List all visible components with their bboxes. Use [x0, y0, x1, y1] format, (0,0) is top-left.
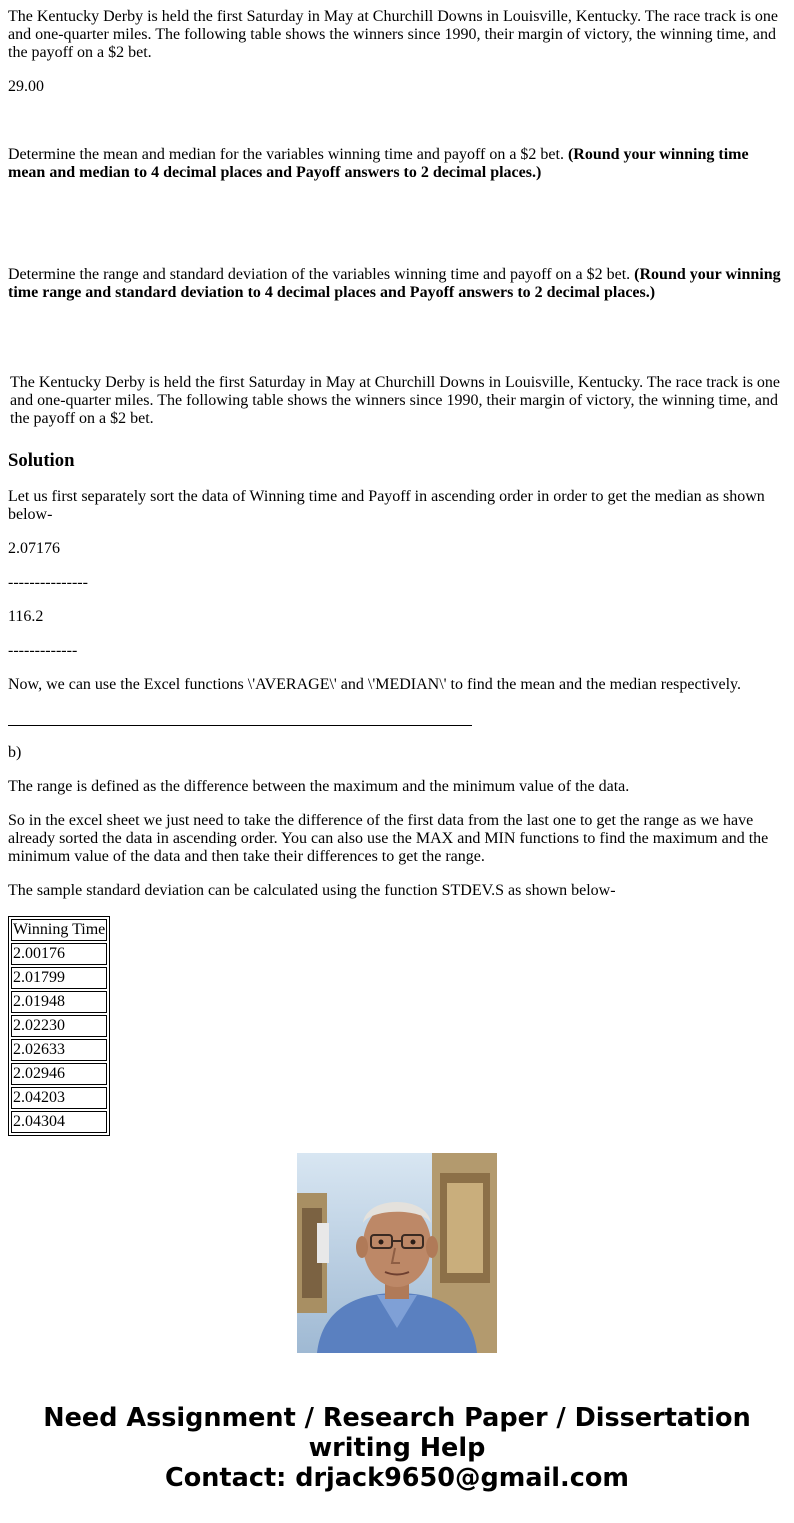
part-a-question — [8, 146, 784, 182]
range-definition: The range is defined as the difference between the maximum and the minimum value of the data. — [8, 778, 630, 795]
part-b-question — [8, 266, 784, 302]
part-b-label: b) — [8, 744, 22, 761]
promo-banner — [0, 1403, 794, 1493]
winning-time-median-value: 2.07176 — [8, 540, 60, 557]
part-a-text: Determine the mean and median for the variables winning time and payoff on a $2 bet. — [8, 146, 568, 163]
table-header-cell: Winning Time — [11, 919, 107, 941]
dash-separator: ------------- — [8, 642, 78, 659]
part-a-rounding-note: (Round your winning time mean and median to 4 decimal places and Payoff answers to 2 decimal places.) — [8, 146, 749, 181]
stdev-explanation: The sample standard deviation can be calculated using the function STDEV.S as shown below- — [8, 882, 616, 899]
table-cell: 2.01948 — [11, 991, 107, 1013]
question-intro: The Kentucky Derby is held the first Saturday in May at Churchill Downs in Louisville, Kentucky. The race track is one and one-quarter miles. The following table shows the winners since 1990, their margin of victory, the winning time, and the payoff on a $2 bet. — [8, 8, 779, 61]
table-header-row — [11, 919, 107, 941]
promo-line-2: writing Help — [308, 1433, 486, 1463]
portrait-illustration — [297, 1153, 497, 1353]
dash-separator: --------------- — [8, 574, 88, 591]
payoff-median-value: 116.2 — [8, 608, 44, 625]
document-body — [8, 0, 784, 1130]
solution-heading: Solution — [8, 450, 75, 471]
sort-explanation: Let us first separately sort the data of Winning time and Payoff in ascending order in order to get the median as shown below- — [8, 488, 765, 523]
winning-time-table-container[interactable] — [8, 916, 784, 1130]
table-row — [11, 991, 107, 1013]
table-row — [11, 1111, 107, 1133]
table-cell: 2.02633 — [11, 1039, 107, 1061]
table-row — [11, 1063, 107, 1085]
excel-functions-explanation: Now, we can use the Excel functions \'AVERAGE\' and \'MEDIAN\' to find the mean and the median respectively. — [8, 676, 741, 693]
table-row — [11, 1015, 107, 1037]
underscore-divider — [8, 710, 472, 728]
table-cell: 2.02230 — [11, 1015, 107, 1037]
range-excel-explanation: So in the excel sheet we just need to take the difference of the first data from the last one to get the range as we have already sorted the data in ascending order. You can also use the MAX and MIN functions to find the maximum and the minimum value of the data and then take their differences to get the range. — [8, 812, 769, 865]
promo-contact-line[interactable]: Contact: drjack9650@gmail.com — [165, 1463, 629, 1493]
table-row — [11, 943, 107, 965]
part-b-text: Determine the range and standard deviation of the variables winning time and payoff on a $2 bet. — [8, 266, 635, 283]
table-cell: 2.02946 — [11, 1063, 107, 1085]
table-cell: 2.04304 — [11, 1111, 107, 1133]
table-cell: 2.00176 — [11, 943, 107, 965]
table-cell: 2.01799 — [11, 967, 107, 989]
winning-time-table — [8, 916, 110, 1136]
part-b-rounding-note: (Round your winning time range and standard deviation to 4 decimal places and Payoff answers to 2 decimal places.) — [8, 266, 781, 301]
table-cell: 2.04203 — [11, 1087, 107, 1109]
table-row — [11, 1039, 107, 1061]
promo-line-1: Need Assignment / Research Paper / Dissertation — [43, 1403, 751, 1433]
table-row — [11, 1087, 107, 1109]
question-intro-repeat: The Kentucky Derby is held the first Saturday in May at Churchill Downs in Louisville, Kentucky. The race track is one and one-quarter miles. The following table shows the winners since 1990, their margin of victory, the winning time, and the payoff on a $2 bet. — [10, 374, 781, 427]
tutor-avatar-photo — [297, 1153, 497, 1353]
given-value: 29.00 — [8, 78, 44, 95]
table-row — [11, 967, 107, 989]
